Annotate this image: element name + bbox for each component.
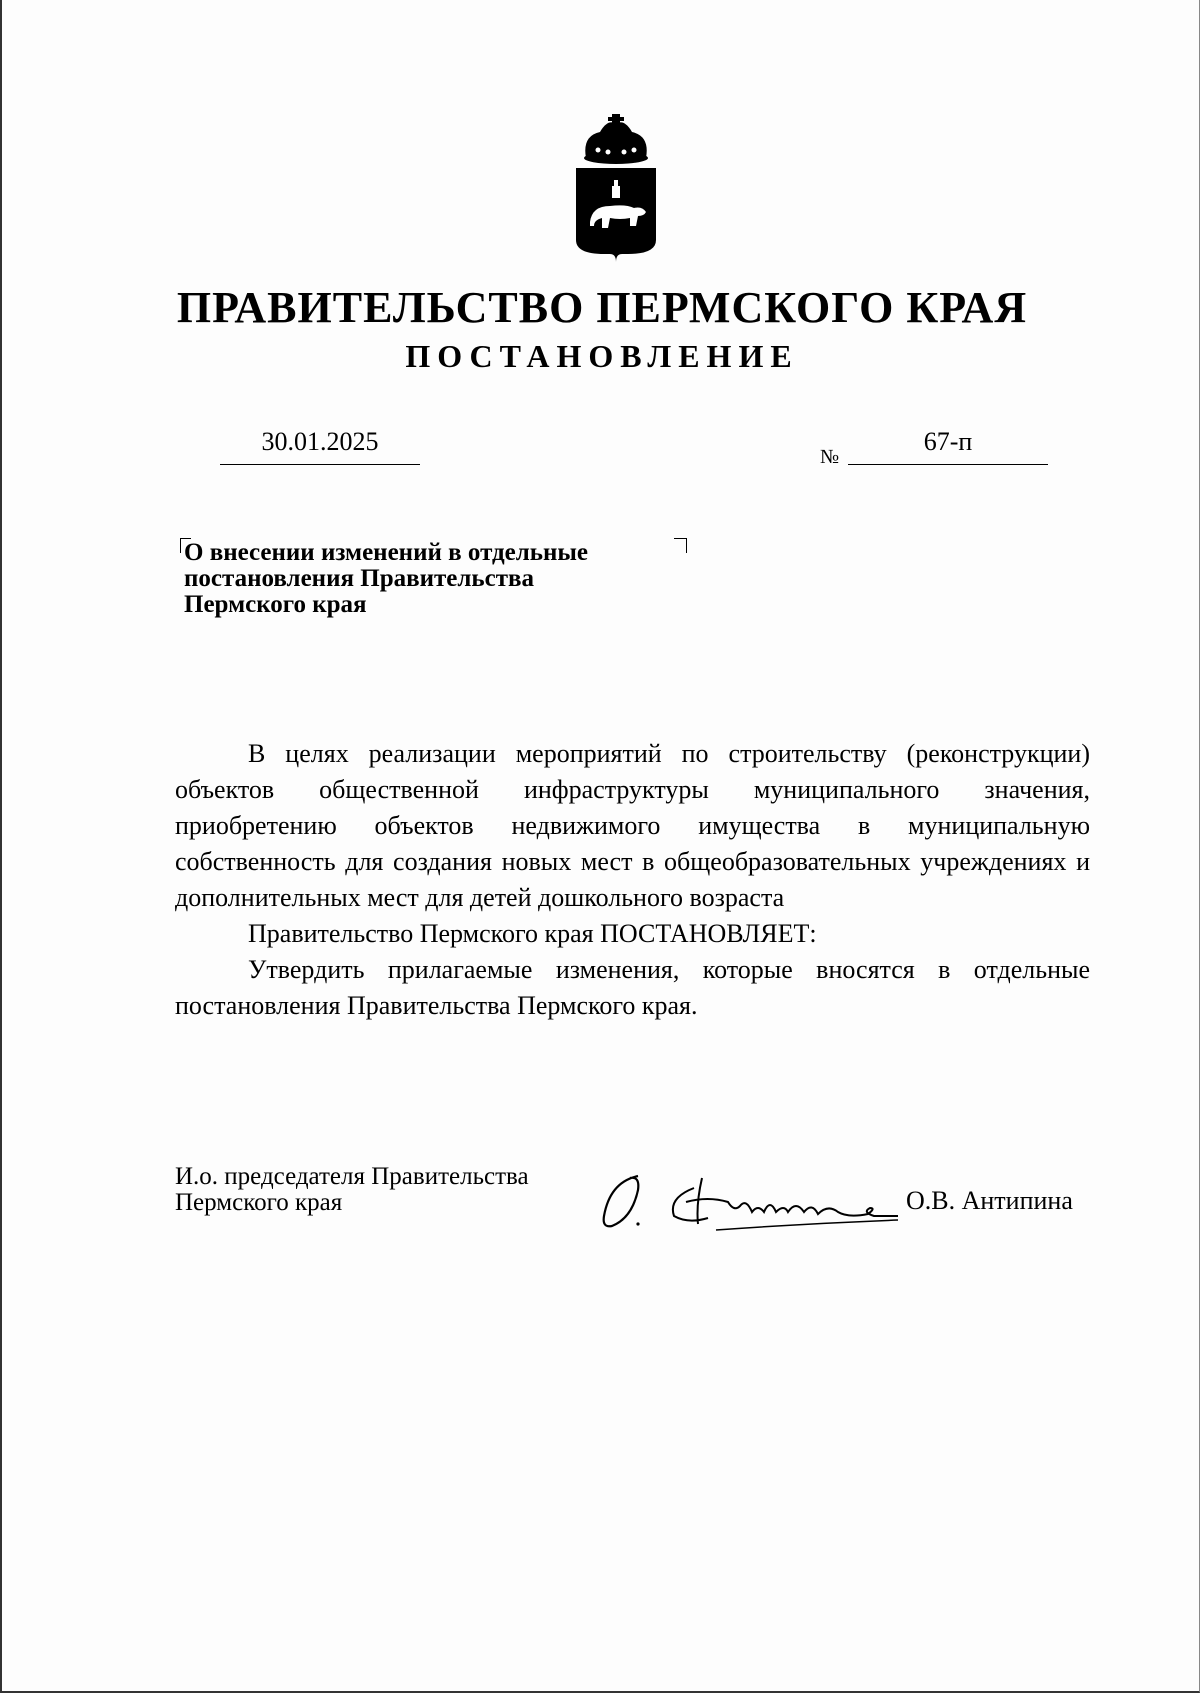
signer-position-line: Пермского края [175,1189,343,1216]
document-number: 67-п [848,424,1048,465]
document-type-title: ПОСТАНОВЛЕНИЕ [405,338,799,374]
organization-title: ПРАВИТЕЛЬСТВО ПЕРМСКОГО КРАЯ [176,283,1028,332]
number-sign: № [820,446,840,468]
body-paragraph: В целях реализации мероприятий по строительству (реконструкции) объектов общественной инфраструктуры муниципального значения, приобретению объектов недвижимого имущества в муниципальную собственность для создания новых мест в общеобразовательных учреждениях и дополнительных мест для детей дошкольного возраста [175,739,1090,912]
signer-position-line: И.о. председателя Правительства [175,1163,529,1190]
subject-corner-right [674,538,687,553]
signer-name: О.В. Антипина [906,1186,1073,1215]
signer-position [175,1164,595,1216]
document-body [175,736,1090,1024]
subject-line: О внесении изменений в отдельные [184,539,589,566]
document-subject [184,540,654,618]
subject-line: постановления Правительства [184,565,534,592]
body-paragraph: Правительство Пермского края ПОСТАНОВЛЯЕТ: [248,919,817,948]
handwritten-signature [598,1168,918,1232]
subject-line: Пермского края [184,591,367,618]
body-paragraph: Утвердить прилагаемые изменения, которые вносятся в отдельные постановления Правительства Пермского края. [175,955,1090,1020]
coat-of-arms-icon [568,114,664,264]
document-date: 30.01.2025 [220,424,420,465]
